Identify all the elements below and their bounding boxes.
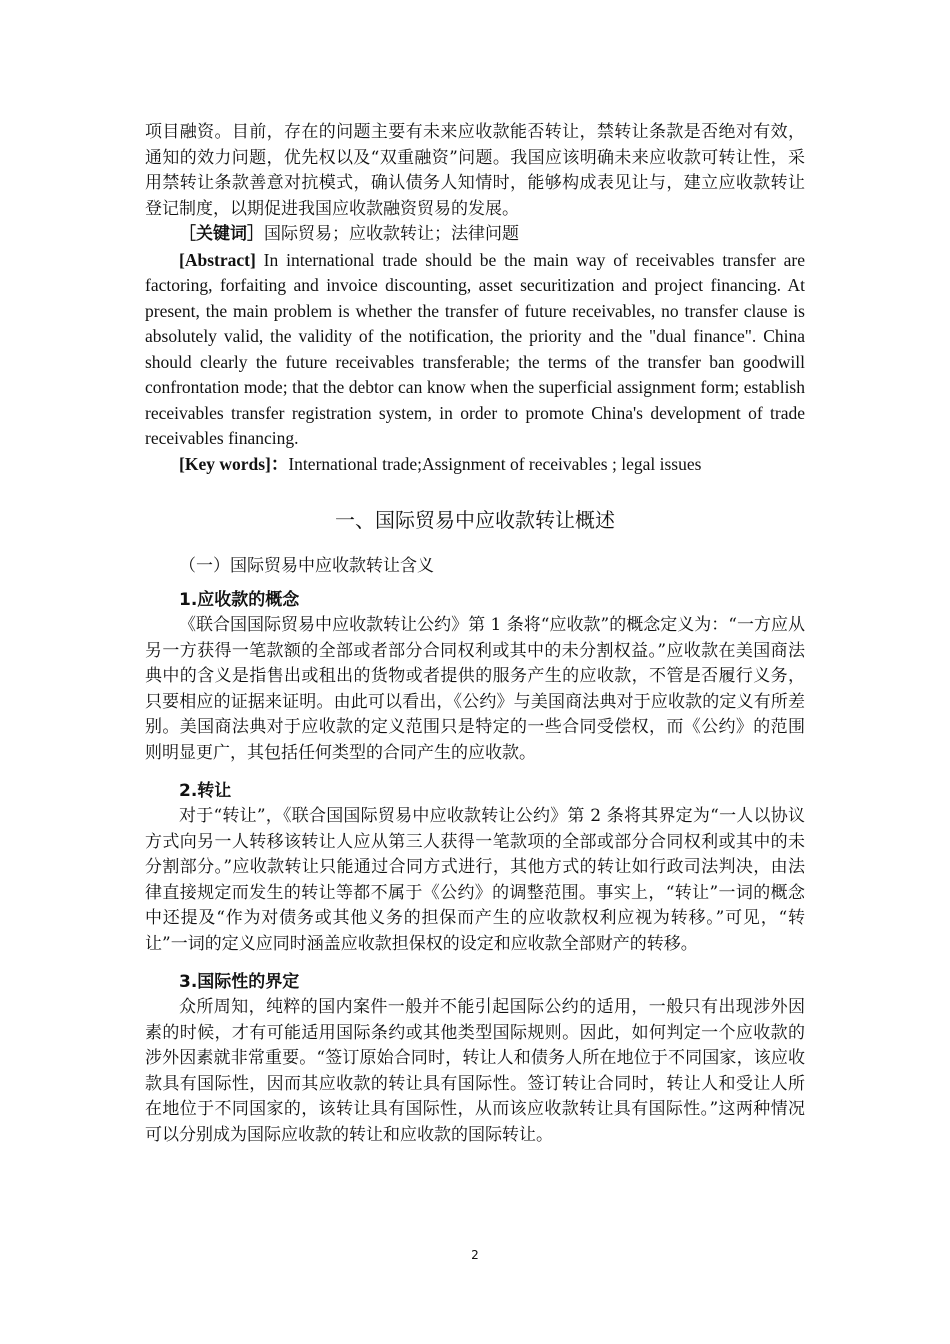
abstract-en-paragraph bbox=[145, 248, 805, 452]
item3-body: 众所周知，纯粹的国内案件一般并不能引起国际公约的适用，一般只有出现涉外因素的时候，才有可能适用国际条约或其他类型国际规则。因此，如何判定一个应收款的涉外因素就非常重要。“签订原始合同时，转让人和债务人所在地位于不同国家，该应收款具有国际性，因而其应收款的转让具有国际性。签订转让合同时，转让人和受让人所在地位于不同国家的，该转让具有国际性，从而该应收款转让具有国际性。”这两种情况可以分别成为国际应收款的转让和应收款的国际转让。 bbox=[145, 997, 805, 1145]
page-number: 2 bbox=[471, 1248, 479, 1262]
item1-body: 《联合国国际贸易中应收款转让公约》第 1 条将“应收款”的概念定义为：“一方应从另一方获得一笔款额的全部或者部分合同权利或其中的未分割权益。”应收款在美国商法典中的含义是指售出或租出的货物或者提供的服务产生的应收款，不管是否履行义务，只要相应的证据来证明。由此可以看出，《公约》与美国商法典对于应收款的定义有所差别。美国商法典对于应收款的定义范围只是特定的一些合同受偿权，而《公约》的范围则明显更广，其包括任何类型的合同产生的应收款。 bbox=[145, 615, 805, 763]
abstract-text: In international trade should be the main way of receivables transfer are factoring, forfaiting and invoice discounting, asset securitization and project financing. At present, the main problem is whether the transfer of future receivables, no transfer clause is absolutely valid, the validity of the notification, the priority and the "dual finance". China should clearly the future receivables transferable; the terms of the transfer ban goodwill confrontation mode; that the debtor can know when the superficial assignment form; establish receivables transfer registration system, in order to promote China's development of trade receivables financing. bbox=[145, 249, 805, 448]
keywords-cn-text: 国际贸易；应收款转让；法律问题 bbox=[264, 224, 519, 244]
item2-title: 2.转让 bbox=[179, 781, 232, 801]
keywords-en-label: [Key words]： bbox=[179, 453, 289, 474]
item3-title: 3.国际性的界定 bbox=[179, 972, 300, 992]
intro-continued-paragraph: 项目融资。目前，存在的问题主要有未来应收款能否转让，禁转让条款是否绝对有效，通知的效力问题，优先权以及“双重融资”问题。我国应该明确未来应收款可转让性，采用禁转让条款善意对抗模式，确认债务人知情时，能够构成表见让与，建立应收款转让登记制度，以期促进我国应收款融资贸易的发展。 bbox=[145, 122, 805, 219]
keywords-cn-label: ［关键词］ bbox=[179, 224, 264, 244]
keywords-en-line bbox=[145, 452, 805, 478]
section-title: 一、国际贸易中应收款转让概述 bbox=[335, 508, 615, 532]
item2-body: 对于“转让”，《联合国国际贸易中应收款转让公约》第 2 条将其界定为“一人以协议方式向另一人转移该转让人应从第三人获得一笔款项的全部或部分合同权利或其中的未分割部分。”应收款转让只能通过合同方式进行，其他方式的转让如行政司法判决，由法律直接规定而发生的转让等都不属于《公约》的调整范围。事实上，“转让”一词的概念中还提及“作为对债务或其他义务的担保而产生的应收款权利应视为转移。”可见，“转让”一词的定义应同时涵盖应收款担保权的设定和应收款全部财产的转移。 bbox=[145, 806, 805, 954]
page-content bbox=[145, 120, 805, 1148]
item1-title: 1.应收款的概念 bbox=[179, 590, 300, 610]
keywords-cn-line bbox=[145, 222, 805, 248]
keywords-en-text: International trade;Assignment of receivables ; legal issues bbox=[288, 453, 702, 474]
abstract-label: [Abstract] bbox=[179, 249, 256, 270]
subsection-title: （一）国际贸易中应收款转让含义 bbox=[179, 556, 434, 576]
